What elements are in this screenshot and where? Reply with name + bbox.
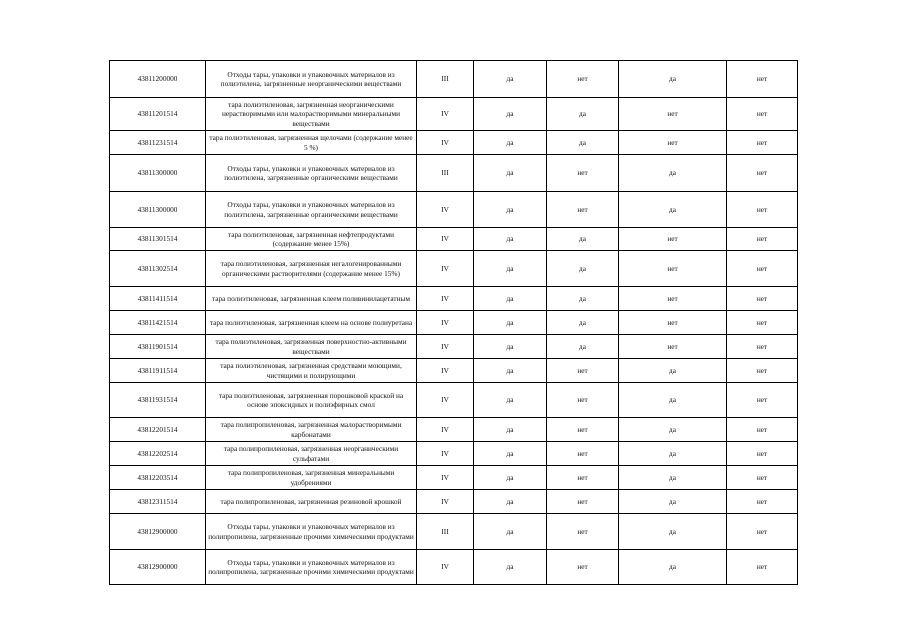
yes-no-cell: да <box>619 418 727 442</box>
table-row <box>110 359 798 383</box>
table-row <box>110 335 798 359</box>
yes-no-cell: да <box>619 466 727 490</box>
waste-code-cell: 43811231514 <box>110 131 206 155</box>
yes-no-cell: да <box>474 514 547 550</box>
table-row <box>110 155 798 192</box>
yes-no-cell: да <box>474 550 547 585</box>
waste-code-cell: 43811300000 <box>110 192 206 228</box>
waste-name-cell: тара полипропиленовая, загрязненная минеральными удобрениями <box>206 466 417 490</box>
yes-no-cell: нет <box>727 383 798 418</box>
yes-no-cell: да <box>474 418 547 442</box>
yes-no-cell: нет <box>727 442 798 466</box>
yes-no-cell: нет <box>619 335 727 359</box>
table-row <box>110 311 798 335</box>
hazard-class-cell: IV <box>417 228 474 251</box>
yes-no-cell: нет <box>727 335 798 359</box>
waste-code-cell: 43811901514 <box>110 335 206 359</box>
yes-no-cell: нет <box>727 287 798 311</box>
table-row <box>110 61 798 98</box>
waste-code-cell: 43811411514 <box>110 287 206 311</box>
waste-name-cell: Отходы тары, упаковки и упаковочных материалов из полипропилена, загрязненные прочими химическими продуктами <box>206 550 417 585</box>
yes-no-cell: нет <box>727 490 798 514</box>
waste-name-cell: тара полипропиленовая, загрязненная малорастворимыми карбонатами <box>206 418 417 442</box>
waste-name-cell: тара полиэтиленовая, загрязненная клеем на основе полиуретана <box>206 311 417 335</box>
yes-no-cell: нет <box>727 228 798 251</box>
waste-code-cell: 43811931514 <box>110 383 206 418</box>
hazard-class-cell: IV <box>417 383 474 418</box>
waste-code-cell: 43811421514 <box>110 311 206 335</box>
hazard-class-cell: IV <box>417 442 474 466</box>
hazard-class-cell: IV <box>417 287 474 311</box>
table-row <box>110 192 798 228</box>
waste-name-cell: тара полипропиленовая, загрязненная неорганическими сульфатами <box>206 442 417 466</box>
hazard-class-cell: IV <box>417 335 474 359</box>
hazard-class-cell: IV <box>417 131 474 155</box>
waste-name-cell: Отходы тары, упаковки и упаковочных материалов из полиэтилена, загрязненные органическими веществами <box>206 192 417 228</box>
table-row <box>110 550 798 585</box>
yes-no-cell: нет <box>547 359 619 383</box>
yes-no-cell: нет <box>619 98 727 131</box>
hazard-class-cell: IV <box>417 466 474 490</box>
yes-no-cell: нет <box>547 442 619 466</box>
yes-no-cell: нет <box>547 490 619 514</box>
yes-no-cell: да <box>474 131 547 155</box>
yes-no-cell: нет <box>727 550 798 585</box>
waste-name-cell: Отходы тары, упаковки и упаковочных материалов из полиэтилена, загрязненные неорганическими веществами <box>206 61 417 98</box>
yes-no-cell: нет <box>619 251 727 287</box>
yes-no-cell: да <box>619 61 727 98</box>
waste-code-cell: 43812202514 <box>110 442 206 466</box>
yes-no-cell: нет <box>727 359 798 383</box>
yes-no-cell: нет <box>547 514 619 550</box>
yes-no-cell: да <box>474 192 547 228</box>
yes-no-cell: нет <box>619 311 727 335</box>
yes-no-cell: нет <box>547 383 619 418</box>
yes-no-cell: нет <box>727 251 798 287</box>
yes-no-cell: да <box>547 251 619 287</box>
waste-name-cell: Отходы тары, упаковки и упаковочных материалов из полиэтилена, загрязненные органическими веществами <box>206 155 417 192</box>
yes-no-cell: да <box>547 287 619 311</box>
yes-no-cell: да <box>474 251 547 287</box>
table-body <box>110 61 798 585</box>
table-row <box>110 287 798 311</box>
yes-no-cell: да <box>474 155 547 192</box>
waste-name-cell: тара полиэтиленовая, загрязненная негалогенированными органическими растворителями (содержание менее 15%) <box>206 251 417 287</box>
yes-no-cell: да <box>474 311 547 335</box>
waste-code-cell: 43811301514 <box>110 228 206 251</box>
yes-no-cell: да <box>619 490 727 514</box>
waste-code-cell: 43811201514 <box>110 98 206 131</box>
yes-no-cell: да <box>547 228 619 251</box>
yes-no-cell: нет <box>547 192 619 228</box>
yes-no-cell: нет <box>727 311 798 335</box>
yes-no-cell: да <box>474 490 547 514</box>
hazard-class-cell: IV <box>417 550 474 585</box>
yes-no-cell: да <box>474 383 547 418</box>
hazard-class-cell: IV <box>417 192 474 228</box>
yes-no-cell: нет <box>547 61 619 98</box>
yes-no-cell: да <box>474 466 547 490</box>
waste-name-cell: тара полиэтиленовая, загрязненная щелочами (содержание менее 5 %) <box>206 131 417 155</box>
waste-name-cell: Отходы тары, упаковки и упаковочных материалов из полипропилена, загрязненные прочими химическими продуктами <box>206 514 417 550</box>
table-row <box>110 418 798 442</box>
yes-no-cell: нет <box>727 418 798 442</box>
yes-no-cell: да <box>619 155 727 192</box>
yes-no-cell: да <box>619 442 727 466</box>
waste-code-cell: 43811302514 <box>110 251 206 287</box>
yes-no-cell: да <box>474 228 547 251</box>
waste-code-cell: 43812201514 <box>110 418 206 442</box>
yes-no-cell: нет <box>547 418 619 442</box>
yes-no-cell: да <box>619 359 727 383</box>
table-row <box>110 514 798 550</box>
waste-name-cell: тара полипропиленовая, загрязненная резиновой крошкой <box>206 490 417 514</box>
table-row <box>110 490 798 514</box>
table-row <box>110 228 798 251</box>
waste-code-cell: 43811200000 <box>110 61 206 98</box>
hazard-class-cell: IV <box>417 359 474 383</box>
yes-no-cell: нет <box>727 466 798 490</box>
hazard-class-cell: IV <box>417 311 474 335</box>
yes-no-cell: нет <box>727 98 798 131</box>
yes-no-cell: да <box>474 98 547 131</box>
waste-classification-table <box>109 60 798 585</box>
yes-no-cell: нет <box>619 287 727 311</box>
yes-no-cell: да <box>619 192 727 228</box>
hazard-class-cell: IV <box>417 98 474 131</box>
yes-no-cell: да <box>547 311 619 335</box>
hazard-class-cell: III <box>417 514 474 550</box>
yes-no-cell: да <box>474 359 547 383</box>
table-row <box>110 98 798 131</box>
table-row <box>110 466 798 490</box>
yes-no-cell: нет <box>727 514 798 550</box>
waste-code-cell: 43811911514 <box>110 359 206 383</box>
hazard-class-cell: III <box>417 61 474 98</box>
waste-name-cell: тара полиэтиленовая, загрязненная средствами моющими, чистящими и полирующими <box>206 359 417 383</box>
waste-code-cell: 43812900000 <box>110 514 206 550</box>
hazard-class-cell: IV <box>417 418 474 442</box>
table-row <box>110 131 798 155</box>
hazard-class-cell: IV <box>417 490 474 514</box>
yes-no-cell: нет <box>619 131 727 155</box>
yes-no-cell: да <box>547 335 619 359</box>
yes-no-cell: нет <box>727 131 798 155</box>
waste-name-cell: тара полиэтиленовая, загрязненная клеем поливинилацетатным <box>206 287 417 311</box>
yes-no-cell: нет <box>727 61 798 98</box>
waste-code-cell: 43812311514 <box>110 490 206 514</box>
yes-no-cell: да <box>547 131 619 155</box>
yes-no-cell: нет <box>547 550 619 585</box>
yes-no-cell: да <box>619 383 727 418</box>
waste-name-cell: тара полиэтиленовая, загрязненная неорганическими нерастворимыми или малорастворимыми минеральными веществами <box>206 98 417 131</box>
yes-no-cell: да <box>474 287 547 311</box>
yes-no-cell: да <box>619 550 727 585</box>
yes-no-cell: да <box>474 442 547 466</box>
yes-no-cell: да <box>474 61 547 98</box>
waste-code-cell: 43812900000 <box>110 550 206 585</box>
yes-no-cell: да <box>547 98 619 131</box>
waste-name-cell: тара полиэтиленовая, загрязненная поверхностно-активными веществами <box>206 335 417 359</box>
yes-no-cell: нет <box>547 155 619 192</box>
waste-name-cell: тара полиэтиленовая, загрязненная порошковой краской на основе эпоксидных и полиэфирных смол <box>206 383 417 418</box>
waste-code-cell: 43812203514 <box>110 466 206 490</box>
yes-no-cell: да <box>619 514 727 550</box>
yes-no-cell: нет <box>619 228 727 251</box>
table-row <box>110 251 798 287</box>
yes-no-cell: нет <box>547 466 619 490</box>
yes-no-cell: нет <box>727 192 798 228</box>
hazard-class-cell: IV <box>417 251 474 287</box>
waste-code-cell: 43811300000 <box>110 155 206 192</box>
waste-name-cell: тара полиэтиленовая, загрязненная нефтепродуктами (содержание менее 15%) <box>206 228 417 251</box>
table-row <box>110 383 798 418</box>
yes-no-cell: нет <box>727 155 798 192</box>
yes-no-cell: да <box>474 335 547 359</box>
table-row <box>110 442 798 466</box>
hazard-class-cell: III <box>417 155 474 192</box>
